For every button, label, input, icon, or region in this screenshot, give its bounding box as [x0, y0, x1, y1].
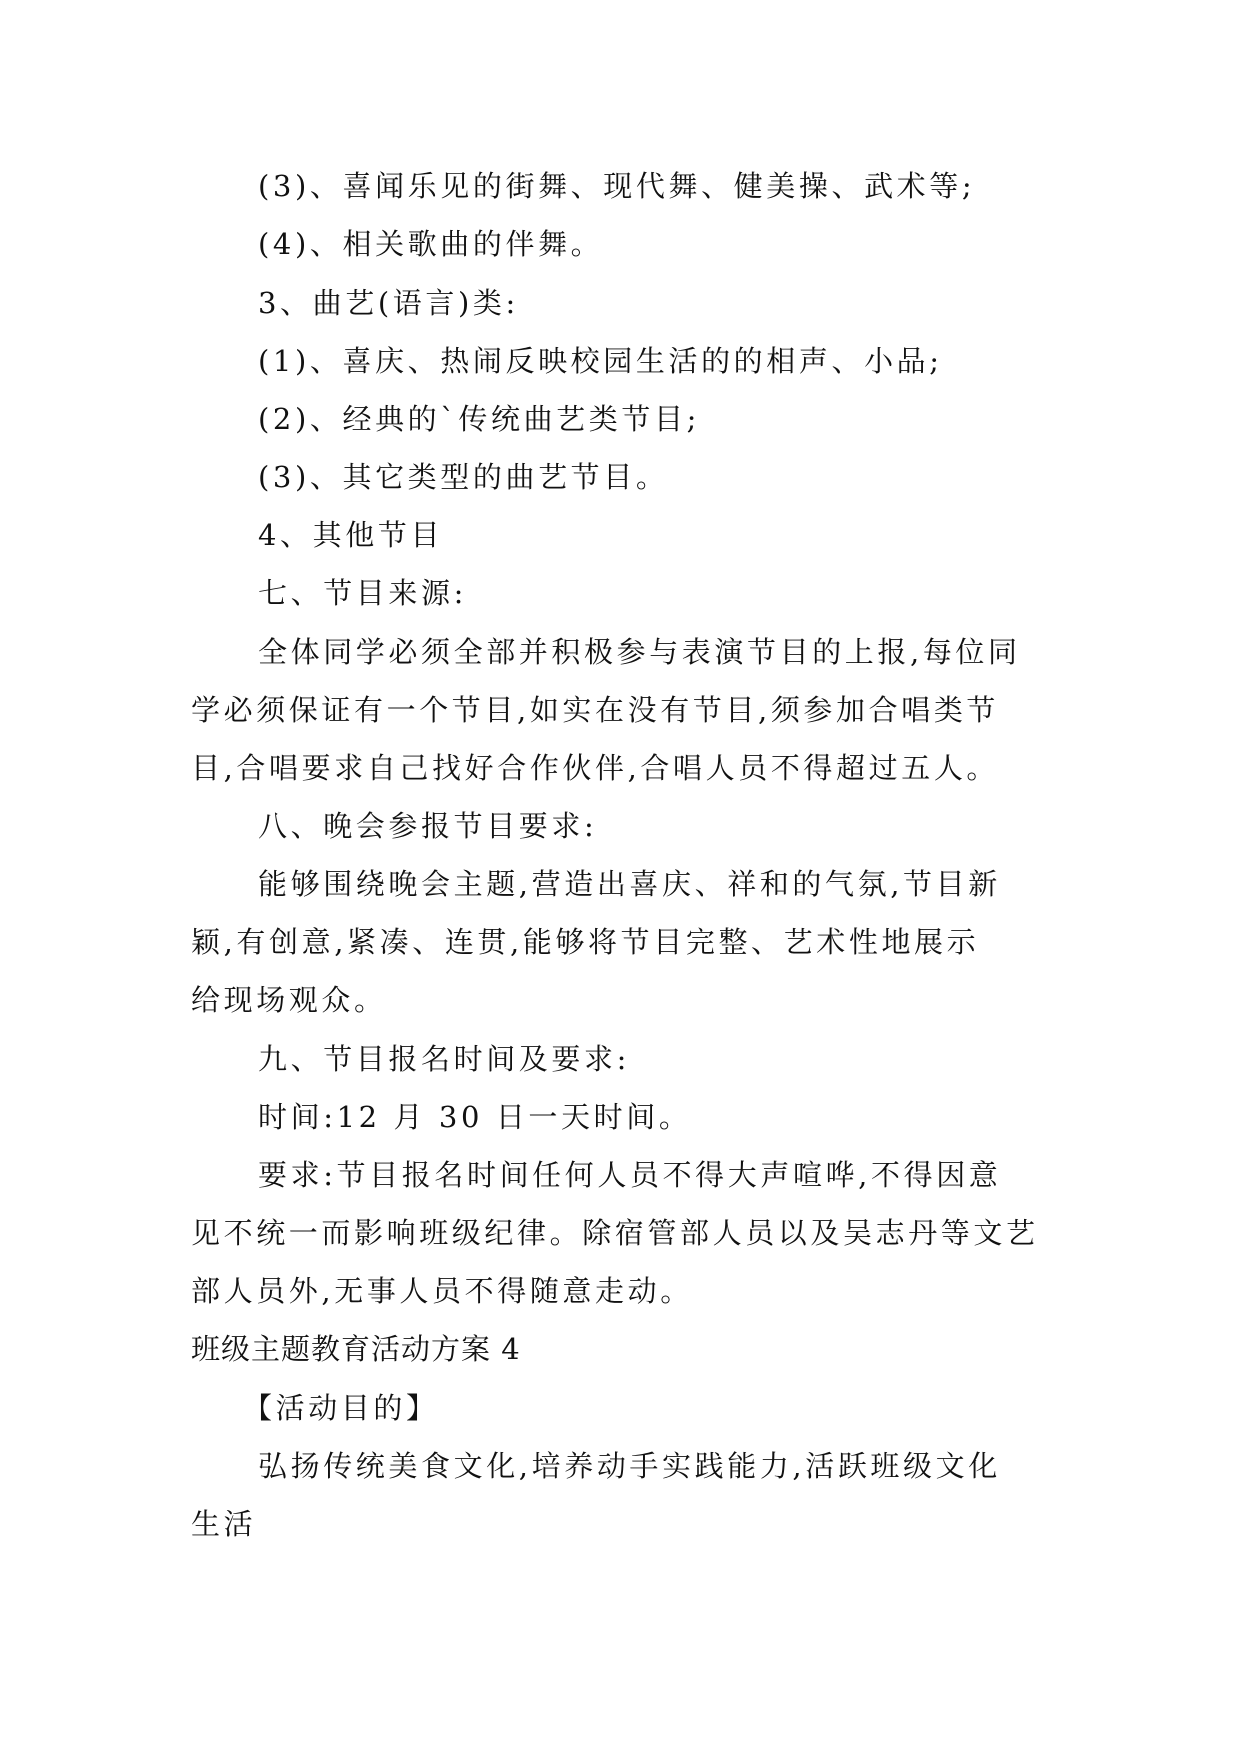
- section-heading: 八、晚会参报节目要求:: [258, 809, 598, 843]
- paragraph-line: (1)、喜庆、热闹反映校园生活的的相声、小品;: [258, 344, 943, 378]
- section-heading: 七、节目来源:: [258, 576, 467, 610]
- paragraph-line: (4)、相关歌曲的伴舞。: [258, 227, 604, 261]
- section-heading: 【活动目的】: [243, 1391, 439, 1425]
- paragraph-line: 给现场观众。: [191, 983, 387, 1017]
- paragraph-line: 见不统一而影响班级纪律。除宿管部人员以及吴志丹等文艺: [191, 1216, 1039, 1250]
- paragraph-line: 学必须保证有一个节目,如实在没有节目,须参加合唱类节: [191, 693, 1000, 727]
- section-heading: 3、曲艺(语言)类:: [258, 286, 519, 320]
- paragraph-line: 部人员外,无事人员不得随意走动。: [191, 1274, 693, 1308]
- paragraph-line: 时间:12 月 30 日一天时间。: [258, 1100, 692, 1134]
- section-heading: 九、节目报名时间及要求:: [258, 1042, 630, 1076]
- paragraph-line: 全体同学必须全部并积极参与表演节目的上报,每位同: [258, 635, 1021, 669]
- paragraph-line: (3)、喜闻乐见的街舞、现代舞、健美操、武术等;: [258, 169, 976, 203]
- paragraph-line: 弘扬传统美食文化,培养动手实践能力,活跃班级文化: [258, 1449, 1001, 1483]
- document-title: 班级主题教育活动方案 4: [191, 1332, 521, 1366]
- paragraph-line: 颖,有创意,紧凑、连贯,能够将节目完整、艺术性地展示: [191, 925, 980, 959]
- section-heading: 4、其他节目: [258, 518, 444, 552]
- paragraph-line: (2)、经典的`传统曲艺类节目;: [258, 402, 700, 436]
- paragraph-line: 要求:节目报名时间任何人员不得大声喧哗,不得因意: [258, 1158, 1002, 1192]
- paragraph-line: 生活: [191, 1507, 257, 1541]
- paragraph-line: 目,合唱要求自己找好合作伙伴,合唱人员不得超过五人。: [191, 751, 1000, 785]
- paragraph-line: (3)、其它类型的曲艺节目。: [258, 460, 669, 494]
- paragraph-line: 能够围绕晚会主题,营造出喜庆、祥和的气氛,节目新: [258, 867, 1001, 901]
